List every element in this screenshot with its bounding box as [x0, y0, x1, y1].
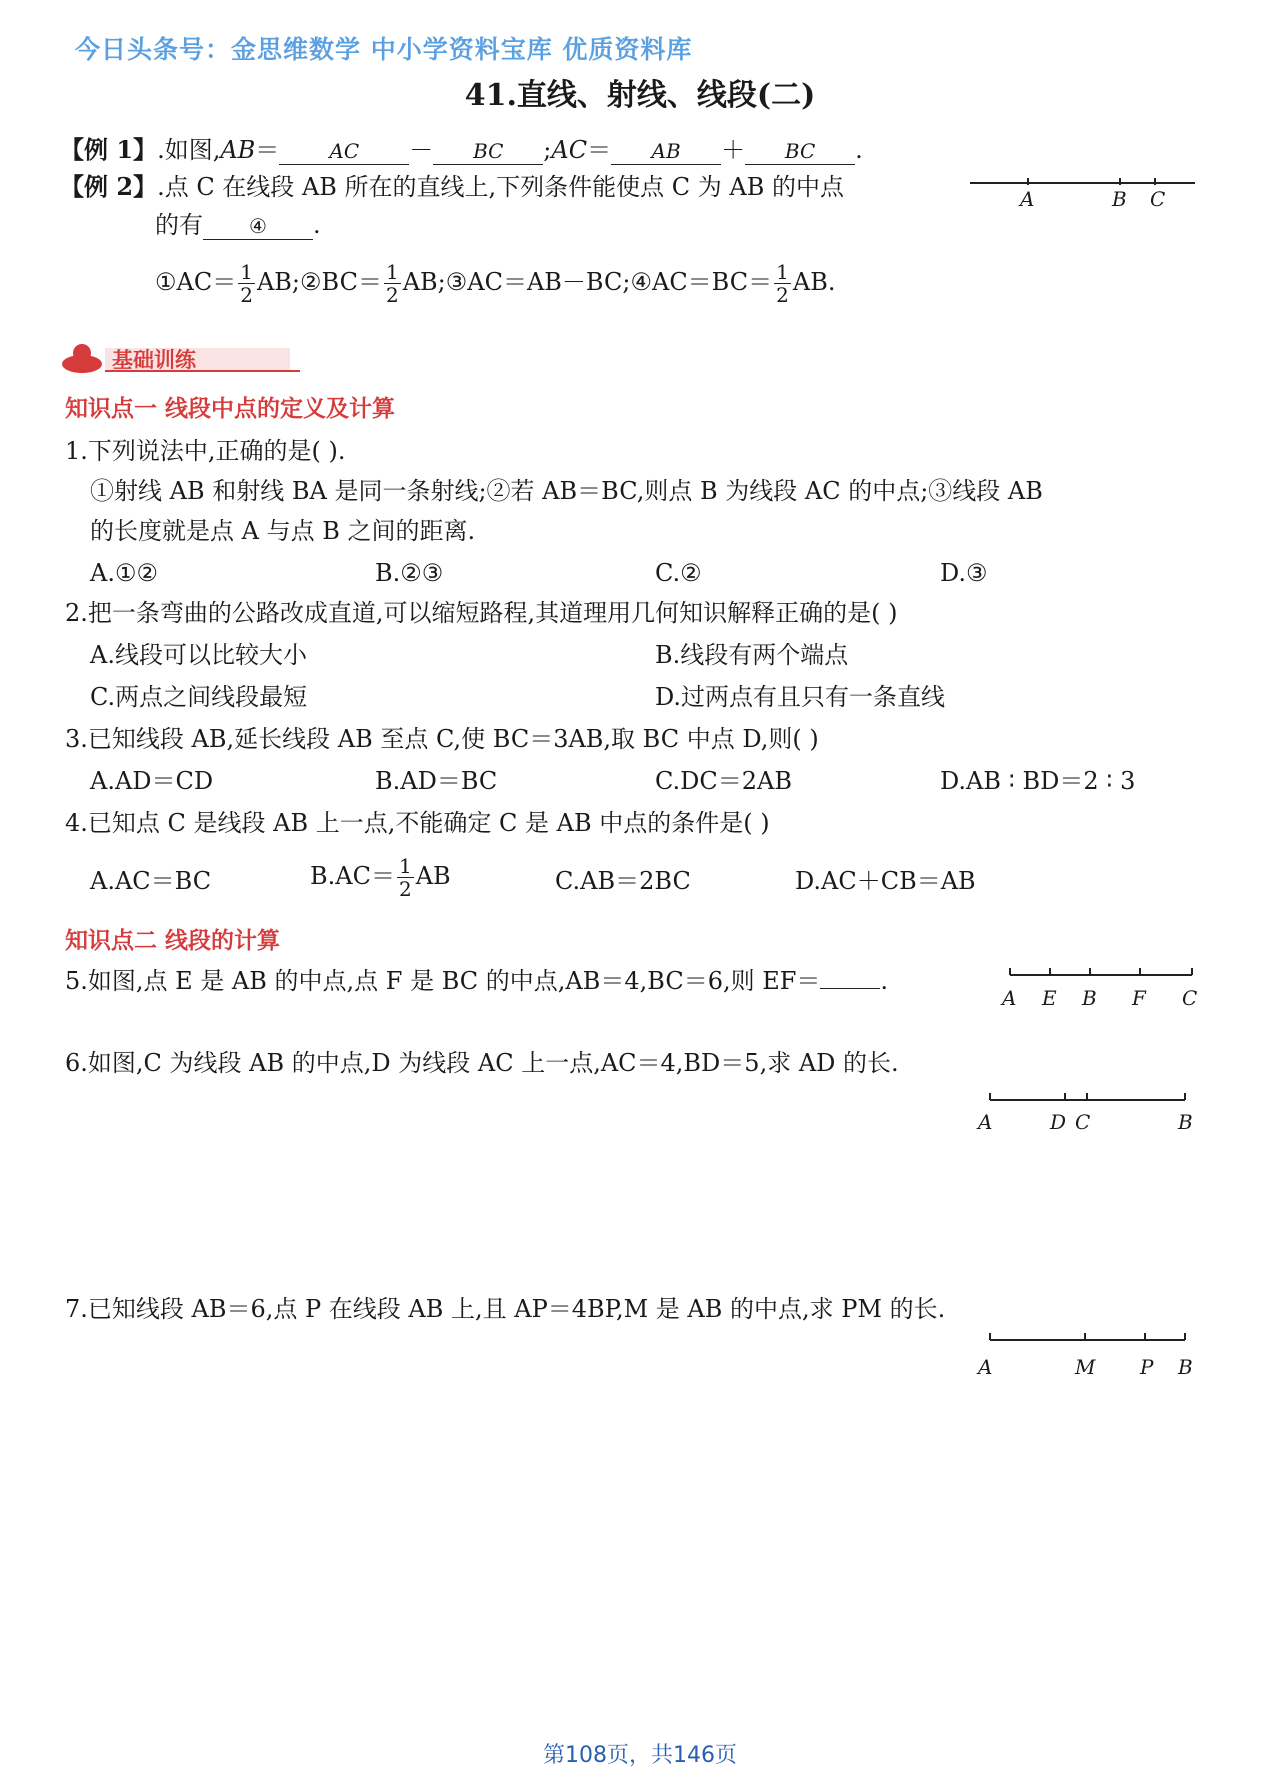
fraction: $\frac{1}{2}$	[398, 854, 412, 901]
blank-1: AC	[279, 138, 409, 165]
question-3-option-b: B.AD＝BC	[375, 767, 498, 795]
fraction: $\frac{1}{2}$	[240, 260, 253, 307]
question-2-stem: 2.把一条弯曲的公路改成直道,可以缩短路程,其道理用几何知识解释正确的是( )	[65, 599, 898, 627]
question-4-option-d: D.AC＋CB＝AB	[795, 867, 976, 895]
question-1-option-b: B.②③	[375, 559, 444, 587]
question-3-option-d: D.AB ∶ BD＝2 ∶ 3	[940, 767, 1136, 795]
point-label-b: B	[1178, 1110, 1193, 1134]
point-label-p: P	[1140, 1355, 1154, 1379]
question-1-body: ①射线 AB 和射线 BA 是同一条射线;②若 AB＝BC,则点 B 为线段 AC 的中点;③线段 AB	[90, 477, 1043, 505]
point-label-a: A	[978, 1110, 993, 1134]
point-label-c: C	[1150, 187, 1166, 211]
fraction: $\frac{1}{2}$	[385, 260, 399, 307]
blank-3: AB	[611, 138, 721, 165]
example-2: 【例 2】.点 C 在线段 AB 所在的直线上,下列条件能使点 C 为 AB 的中点	[60, 172, 845, 201]
example-2-line2: 的有 ④ .	[155, 211, 321, 239]
banner-basic-training	[60, 340, 305, 374]
question-2-option-d: D.过两点有且只有一条直线	[655, 683, 946, 711]
question-4-option-b: B.AC＝ $\frac{1}{2}$ AB	[310, 854, 451, 901]
question-5-stem: 5.如图,点 E 是 AB 的中点,点 F 是 BC 的中点,AB＝4,BC＝6,则 EF＝ .	[65, 967, 889, 995]
page-title: 41.直线、射线、线段(二)	[464, 78, 816, 113]
point-label-e: E	[1042, 986, 1057, 1010]
question-1-option-a: A.①②	[90, 559, 158, 587]
section-title-2: 知识点二 线段的计算	[65, 928, 281, 954]
banner-text: 基础训练	[112, 348, 196, 372]
question-4-option-a: A.AC＝BC	[90, 867, 212, 895]
question-2-option-a: A.线段可以比较大小	[90, 641, 307, 669]
point-label-a: A	[978, 1355, 993, 1379]
point-label-b: B	[1178, 1355, 1193, 1379]
question-1-option-c: C.②	[655, 559, 702, 587]
point-label-b: B	[1082, 986, 1097, 1010]
example-1: 【例 1】.如图,AB＝ AC － BC ;AC＝ AB ＋ BC .	[60, 135, 863, 164]
figure-question-5	[1005, 965, 1205, 985]
question-1-body2: 的长度就是点 A 与点 B 之间的距离.	[90, 517, 476, 545]
figure-question-6	[985, 1090, 1195, 1110]
point-label-a: A	[1020, 187, 1035, 211]
question-1-stem: 1.下列说法中,正确的是( ).	[65, 437, 346, 465]
question-3-option-c: C.DC＝2AB	[655, 767, 792, 795]
point-label-a: A	[1002, 986, 1017, 1010]
point-label-d: D	[1050, 1110, 1067, 1134]
question-4-stem: 4.已知点 C 是线段 AB 上一点,不能确定 C 是 AB 中点的条件是( )	[65, 809, 770, 837]
fraction: $\frac{1}{2}$	[776, 260, 789, 307]
example-2-options: ①AC＝ $\frac{1}{2}$ AB;②BC＝ $\frac{1}{2}$ AB;③AC＝AB－BC;④AC＝BC＝ $\frac{1}{2}$ AB.	[155, 260, 836, 307]
question-6-stem: 6.如图,C 为线段 AB 的中点,D 为线段 AC 上一点,AC＝4,BD＝5,求 AD 的长.	[65, 1049, 899, 1077]
section-title-1: 知识点一 线段中点的定义及计算	[65, 396, 396, 422]
point-label-c: C	[1075, 1110, 1091, 1134]
page-counter: 第108页，共146页	[543, 1743, 737, 1768]
point-label-c: C	[1182, 986, 1198, 1010]
question-4-option-c: C.AB＝2BC	[555, 867, 691, 895]
point-label-m: M	[1075, 1355, 1096, 1379]
answer-blank: ④	[203, 213, 313, 240]
question-3-option-a: A.AD＝CD	[90, 767, 214, 795]
question-3-stem: 3.已知线段 AB,延长线段 AB 至点 C,使 BC＝3AB,取 BC 中点 D,则( )	[65, 725, 819, 753]
point-label-f: F	[1132, 986, 1146, 1010]
question-2-option-b: B.线段有两个端点	[655, 641, 849, 669]
question-7-stem: 7.已知线段 AB＝6,点 P 在线段 AB 上,且 AP＝4BP,M 是 AB 的中点,求 PM 的长.	[65, 1295, 946, 1323]
watermark: 今日头条号：金思维数学 中小学资料宝库 优质资料库	[75, 35, 693, 64]
figure-example-2	[965, 175, 1205, 215]
point-label-b: B	[1112, 187, 1127, 211]
blank-4: BC	[745, 138, 855, 165]
answer-blank	[820, 988, 880, 989]
question-2-option-c: C.两点之间线段最短	[90, 683, 308, 711]
figure-question-7	[985, 1330, 1195, 1350]
question-1-option-d: D.③	[940, 559, 988, 587]
blank-2: BC	[433, 138, 543, 165]
